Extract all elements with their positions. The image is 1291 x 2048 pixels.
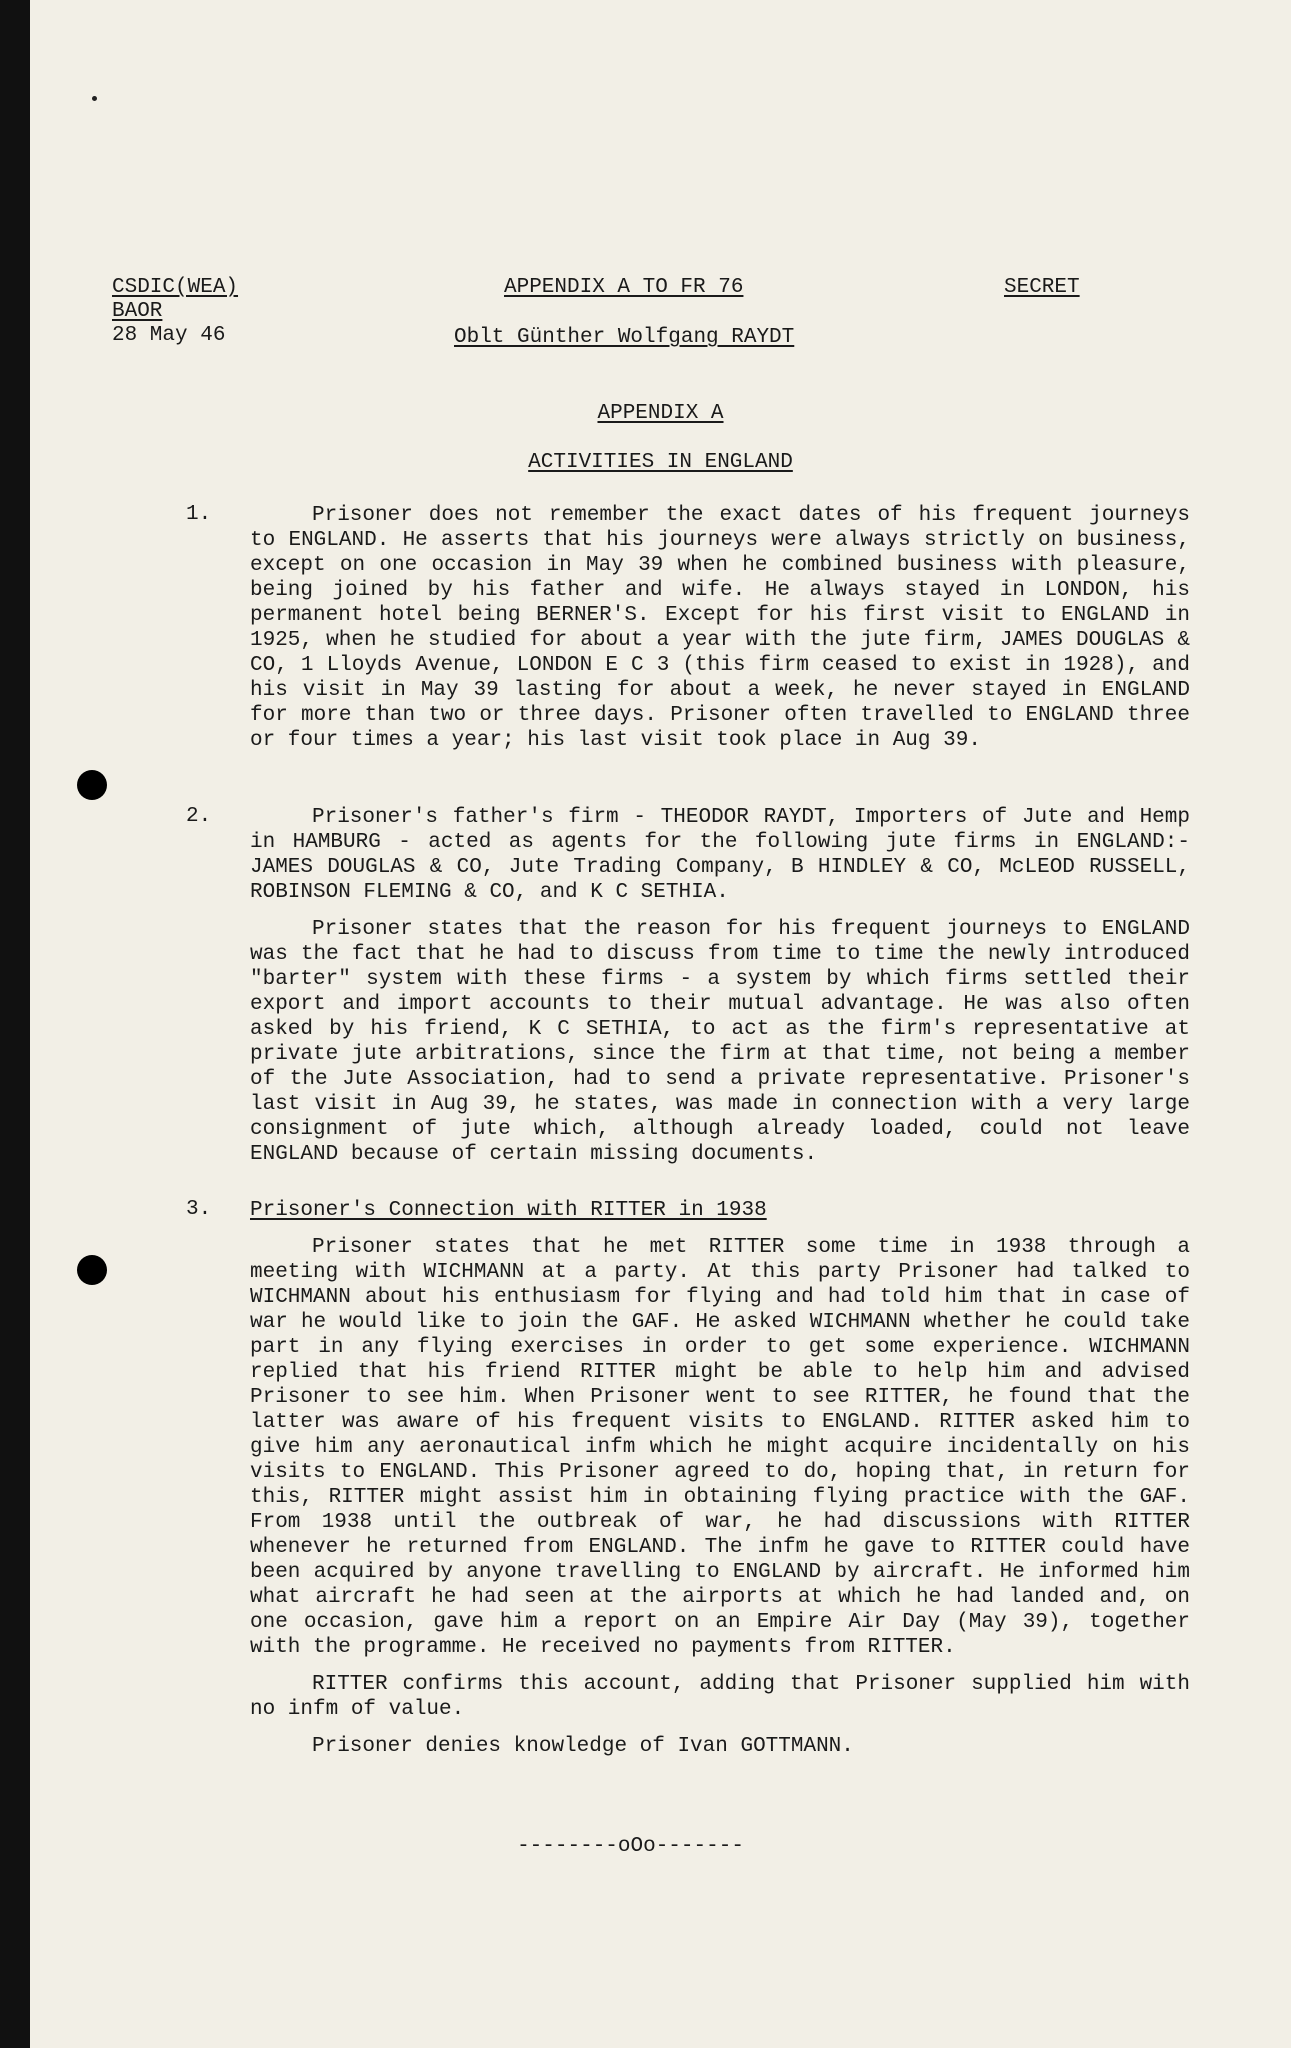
location-label: BAOR	[112, 300, 163, 323]
paragraph-2-text-a: Prisoner's father's firm - THEODOR RAYDT, Importers of Jute and Hemp in HAMBURG - acted as agents for the following jute firms in ENGLAND:- JAMES DOUGLAS & CO, Jute Trading Company, B HINDLEY & CO, McLEOD RUSSELL, ROBINSON FLEMING & CO, and K C SETHIA.	[250, 806, 1190, 904]
unit-label: CSDIC(WEA)	[112, 276, 239, 299]
paragraph-3	[250, 1198, 1190, 1771]
paragraph-2-text-b: Prisoner states that the reason for his frequent journeys to ENGLAND was the fact that he had to discuss from time to time the newly introduced "barter" system with these firms - a system by which firms settled their export and import accounts to their mutual advantage. He was also often asked by his friend, K C SETHIA, to act as the firm's representative at private jute arbitrations, since the firm at that time, not being a member of the Jute Association, had to send a private representative. Prisoner's last visit in Aug 39, he states, was made in connection with a very large consignment of jute which, although already loaded, could not leave ENGLAND because of certain missing documents.	[250, 918, 1190, 1166]
paragraph-number-1: 1.	[186, 503, 212, 526]
document-page	[30, 0, 1291, 2048]
punch-hole-upper	[77, 770, 107, 800]
paragraph-number-2: 2.	[186, 805, 212, 828]
subject-name: Oblt Günther Wolfgang RAYDT	[454, 326, 795, 349]
date-label: 28 May 46	[112, 324, 226, 347]
ink-speck	[92, 96, 97, 101]
punch-hole-lower	[77, 1255, 107, 1285]
paragraph-3-text-a: Prisoner states that he met RITTER some time in 1938 through a meeting with WICHMANN at a party. At this party Prisoner had talked to WICHMANN about his enthusiasm for flying and had told him that in case of war he would like to join the GAF. He asked WICHMANN whether he could take part in any flying exercises in order to get some experience. WICHMANN replied that his friend RITTER might be able to help him and advised Prisoner to see him. When Prisoner went to see RITTER, he found that the latter was aware of his frequent visits to ENGLAND. RITTER asked him to give him any aeronautical infm which he might acquire incidentally on his visits to ENGLAND. This Prisoner agreed to do, hoping that, in return for this, RITTER might assist him in obtaining flying practice with the GAF. From 1938 until the outbreak of war, he had discussions with RITTER whenever he returned from ENGLAND. The infm he gave to RITTER could have been acquired by anyone travelling to ENGLAND by aircraft. He informed him what aircraft he had seen at the airports at which he had landed and, on one occasion, gave him a report on an Empire Air Day (May 39), together with the programme. He received no payments from RITTER.	[250, 1236, 1190, 1659]
paragraph-3-text-c: Prisoner denies knowledge of Ivan GOTTMANN.	[312, 1735, 854, 1758]
paragraph-1-text: Prisoner does not remember the exact dates of his frequent journeys to ENGLAND. He asserts that his journeys were always strictly on business, except on one occasion in May 39 when he combined business with pleasure, being joined by his father and wife. He always stayed in LONDON, his permanent hotel being BERNER'S. Except for his first visit to ENGLAND in 1925, when he studied for about a year with the jute firm, JAMES DOUGLAS & CO, 1 Lloyds Avenue, LONDON E C 3 (this firm ceased to exist in 1928), and his visit in May 39 lasting for about a week, he never stayed in ENGLAND for more than two or three days. Prisoner often travelled to ENGLAND three or four times a year; his last visit took place in Aug 39.	[250, 504, 1190, 752]
section-title: ACTIVITIES IN ENGLAND	[528, 451, 793, 474]
paragraph-3-heading: Prisoner's Connection with RITTER in 1938	[250, 1199, 767, 1222]
classification-label: SECRET	[1004, 276, 1080, 299]
paragraph-3-text-b: RITTER confirms this account, adding that Prisoner supplied him with no infm of value.	[250, 1673, 1190, 1721]
paragraph-number-3: 3.	[186, 1198, 212, 1221]
paragraph-2	[250, 805, 1190, 1179]
paragraph-1	[250, 503, 1190, 765]
document-title: APPENDIX A TO FR 76	[504, 276, 744, 299]
appendix-title: APPENDIX A	[597, 402, 724, 425]
end-mark: --------oOo-------	[517, 1835, 744, 1858]
